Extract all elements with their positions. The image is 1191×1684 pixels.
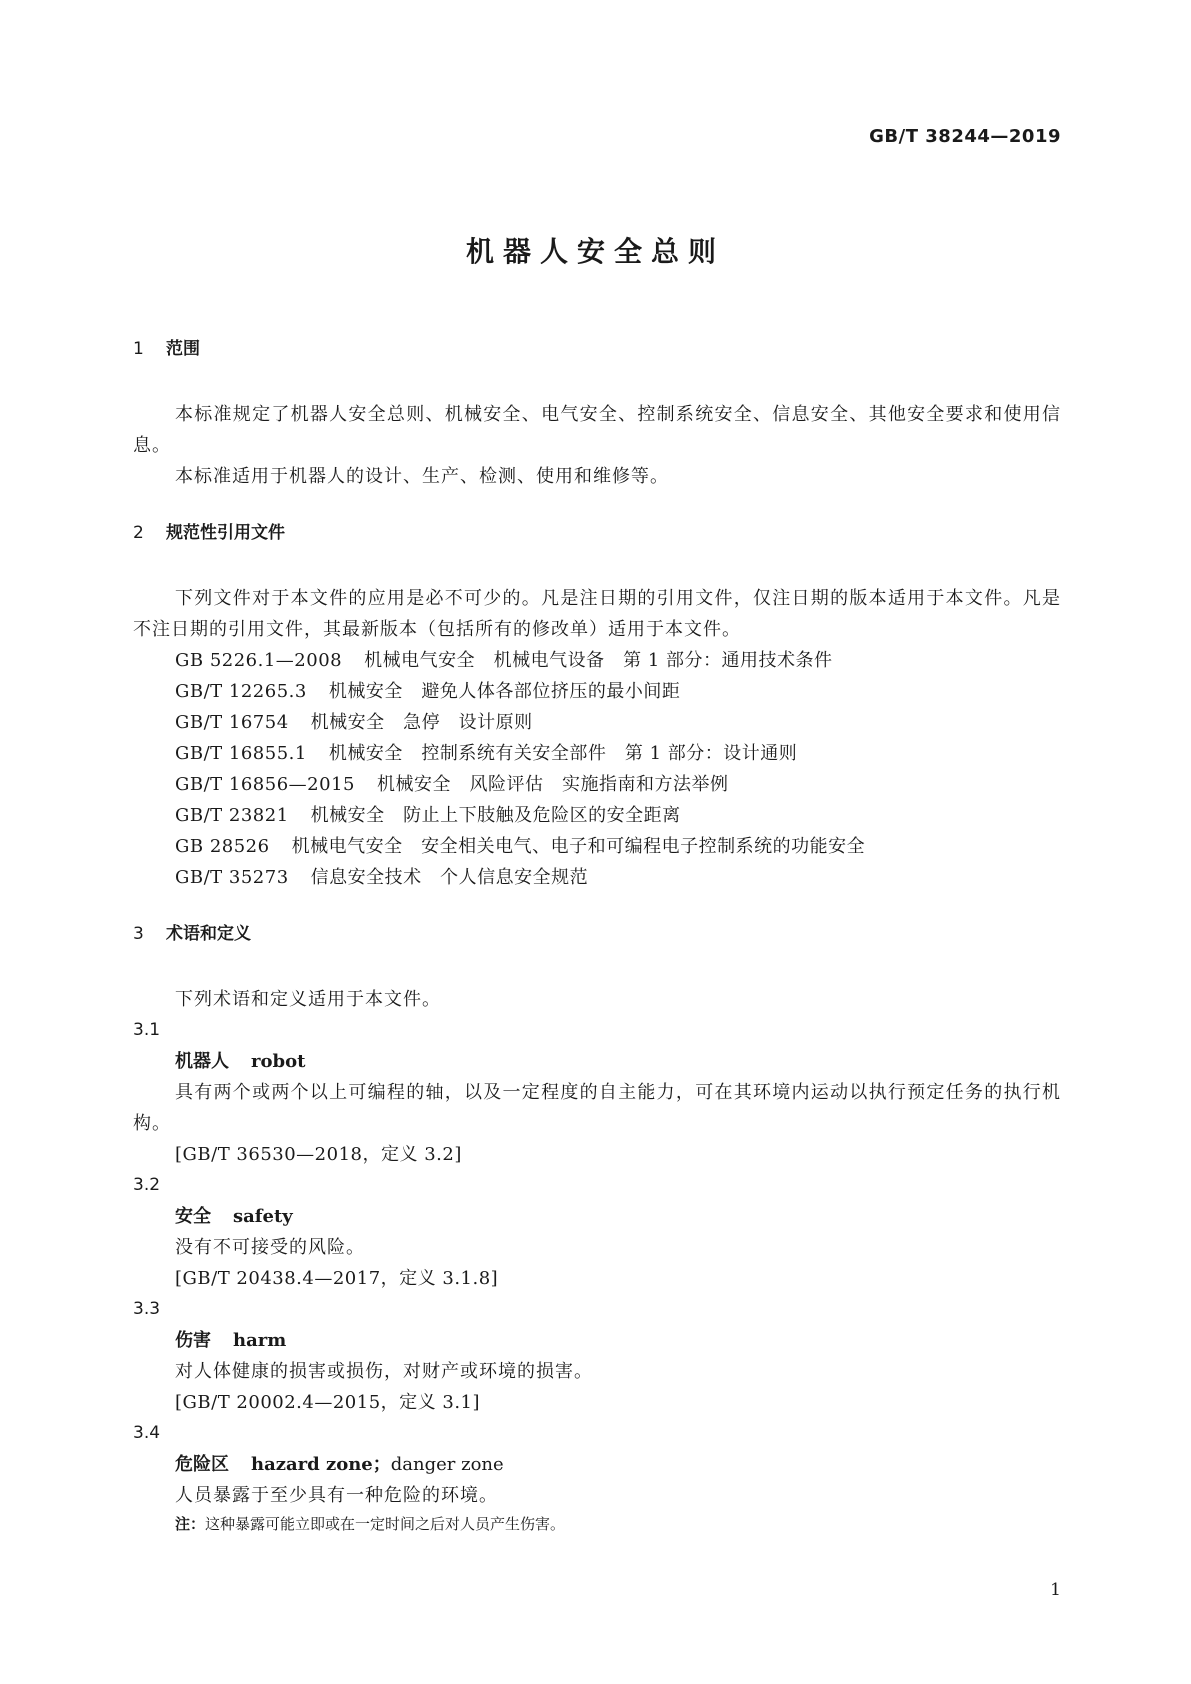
section-heading-scope [133, 334, 1061, 365]
reference-item [133, 800, 1061, 831]
term-name-en: robot [251, 1051, 306, 1072]
reference-code: GB/T 16856—2015 [175, 774, 355, 795]
term-definition: 没有不可接受的风险。 [175, 1237, 365, 1258]
reference-code: GB 5226.1—2008 [175, 650, 343, 671]
reference-title: 机械安全 风险评估 实施指南和方法举例 [376, 774, 729, 795]
term-source: [GB/T 20438.4—2017，定义 3.1.8] [175, 1268, 499, 1289]
reference-title: 机械安全 防止上下肢触及危险区的安全距离 [310, 805, 681, 826]
term-source: [GB/T 20002.4—2015，定义 3.1] [175, 1392, 481, 1413]
term-name [133, 1325, 1061, 1356]
section-title: 规范性引用文件 [166, 523, 285, 543]
standard-number: GB/T 38244—2019 [869, 126, 1061, 147]
terms-intro: 下列术语和定义适用于本文件。 [175, 989, 441, 1010]
term-number: 3.3 [133, 1299, 161, 1319]
term-number: 3.4 [133, 1423, 161, 1443]
term-definition: 具有两个或两个以上可编程的轴，以及一定程度的自主能力，可在其环境内运动以执行预定任务的执行机构。 [133, 1082, 1061, 1134]
term-name-en: hazard zone； [251, 1454, 391, 1475]
reference-item [133, 707, 1061, 738]
document-body [133, 334, 1061, 1537]
page-number: 1 [1050, 1580, 1061, 1600]
reference-title: 机械电气安全 机械电气设备 第 1 部分：通用技术条件 [364, 650, 833, 671]
reference-item [133, 769, 1061, 800]
section-number: 3 [133, 924, 144, 944]
reference-code: GB/T 35273 [175, 867, 289, 888]
term-name [133, 1201, 1061, 1232]
reference-code: GB/T 16855.1 [175, 743, 307, 764]
reference-item [133, 831, 1061, 862]
section-title: 术语和定义 [166, 924, 251, 944]
reference-code: GB/T 23821 [175, 805, 289, 826]
reference-title: 机械安全 急停 设计原则 [310, 712, 533, 733]
term-source: [GB/T 36530—2018，定义 3.2] [175, 1144, 462, 1165]
note-text: 这种暴露可能立即或在一定时间之后对人员产生伤害。 [205, 1515, 566, 1533]
term-name-zh: 安全 [175, 1206, 211, 1227]
section-title: 范围 [166, 339, 200, 359]
reference-code: GB/T 16754 [175, 712, 289, 733]
reference-title: 信息安全技术 个人信息安全规范 [310, 867, 589, 888]
term-name [133, 1449, 1061, 1480]
term-name-en: harm [233, 1330, 287, 1351]
scope-paragraph-2: 本标准适用于机器人的设计、生产、检测、使用和维修等。 [175, 466, 669, 487]
reference-item [133, 738, 1061, 769]
reference-item [133, 862, 1061, 893]
reference-item [133, 676, 1061, 707]
term-name-zh: 机器人 [175, 1051, 229, 1072]
term-name-zh: 危险区 [175, 1454, 229, 1475]
section-number: 1 [133, 339, 144, 359]
section-number: 2 [133, 523, 144, 543]
term-name [133, 1046, 1061, 1077]
term-name-alt: danger zone [390, 1454, 504, 1475]
section-heading-terms [133, 919, 1061, 950]
term-name-en: safety [233, 1206, 293, 1227]
document-title: 机器人安全总则 [465, 235, 725, 268]
reference-title: 机械安全 控制系统有关安全部件 第 1 部分：设计通则 [328, 743, 798, 764]
term-definition: 人员暴露于至少具有一种危险的环境。 [175, 1485, 498, 1506]
reference-code: GB/T 12265.3 [175, 681, 307, 702]
reference-code: GB 28526 [175, 836, 270, 857]
references-intro: 下列文件对于本文件的应用是必不可少的。凡是注日期的引用文件，仅注日期的版本适用于本文件。凡是不注日期的引用文件，其最新版本（包括所有的修改单）适用于本文件。 [133, 588, 1061, 640]
term-definition: 对人体健康的损害或损伤，对财产或环境的损害。 [175, 1361, 593, 1382]
section-heading-references [133, 518, 1061, 549]
term-name-zh: 伤害 [175, 1330, 211, 1351]
term-number: 3.2 [133, 1175, 161, 1195]
term-note [133, 1511, 1061, 1537]
note-label: 注： [175, 1515, 206, 1533]
reference-title: 机械安全 避免人体各部位挤压的最小间距 [328, 681, 681, 702]
scope-paragraph-1: 本标准规定了机器人安全总则、机械安全、电气安全、控制系统安全、信息安全、其他安全要求和使用信息。 [133, 404, 1061, 456]
reference-title: 机械电气安全 安全相关电气、电子和可编程电子控制系统的功能安全 [291, 836, 866, 857]
term-number: 3.1 [133, 1020, 161, 1040]
reference-item [133, 645, 1061, 676]
